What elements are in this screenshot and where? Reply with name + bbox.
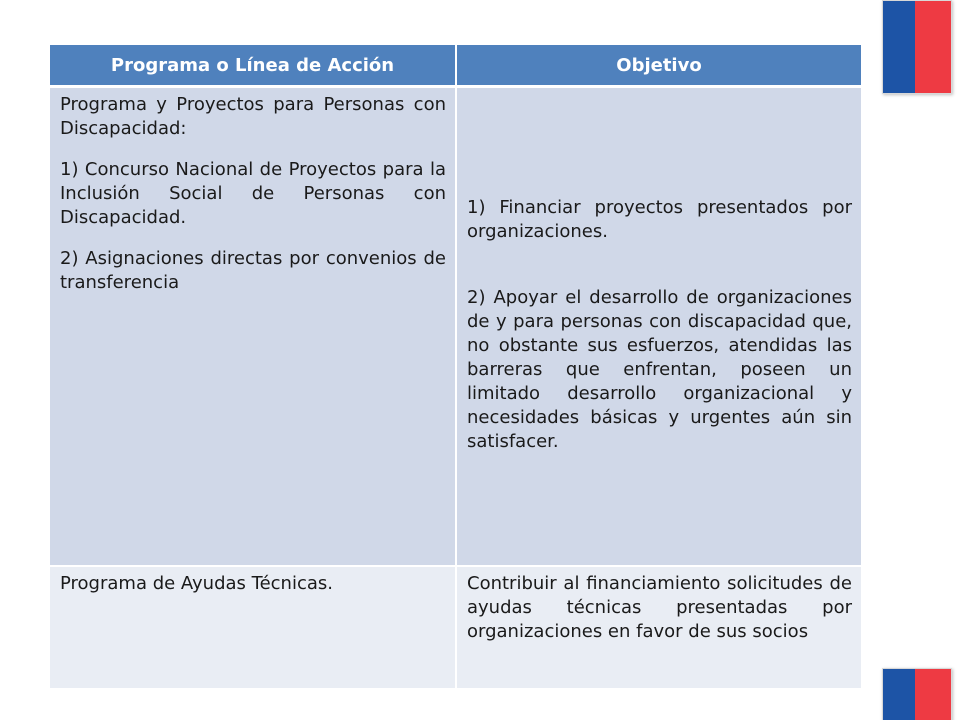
objective-cell	[456, 87, 861, 567]
programs-table	[50, 45, 861, 690]
flag-blue-stripe	[883, 669, 915, 720]
objective-cell	[456, 566, 861, 689]
program-cell	[50, 87, 456, 567]
header-program: Programa o Línea de Acción	[50, 45, 456, 87]
table-row	[50, 566, 861, 689]
program-title: Programa y Proyectos para Personas con Discapacidad:	[60, 94, 446, 139]
objective-item-1: 1) Financiar proyectos presentados por organizaciones.	[467, 197, 852, 242]
flag-red-stripe	[915, 1, 951, 93]
objective-text: Contribuir al financiamiento solicitudes de ayudas técnicas presentadas por organizaciones en favor de sus socios	[467, 573, 852, 642]
table-row	[50, 87, 861, 567]
header-objective: Objetivo	[456, 45, 861, 87]
program-item-2: 2) Asignaciones directas por convenios de transferencia	[60, 248, 446, 293]
chile-flag-bottom-decoration	[882, 668, 952, 720]
objective-item-2: 2) Apoyar el desarrollo de organizaciones de y para personas con discapacidad que, no obstante sus esfuerzos, atendidas las barreras que enfrentan, poseen un limitado desarrollo organizacional y necesidades básicas y urgentes aún sin satisfacer.	[467, 287, 852, 452]
program-item-1: 1) Concurso Nacional de Proyectos para la Inclusión Social de Personas con Discapacidad.	[60, 159, 446, 228]
flag-red-stripe	[915, 669, 951, 720]
table-header-row	[50, 45, 861, 87]
program-cell	[50, 566, 456, 689]
chile-flag-top-decoration	[882, 0, 952, 94]
flag-blue-stripe	[883, 1, 915, 93]
program-title: Programa de Ayudas Técnicas.	[60, 573, 333, 594]
